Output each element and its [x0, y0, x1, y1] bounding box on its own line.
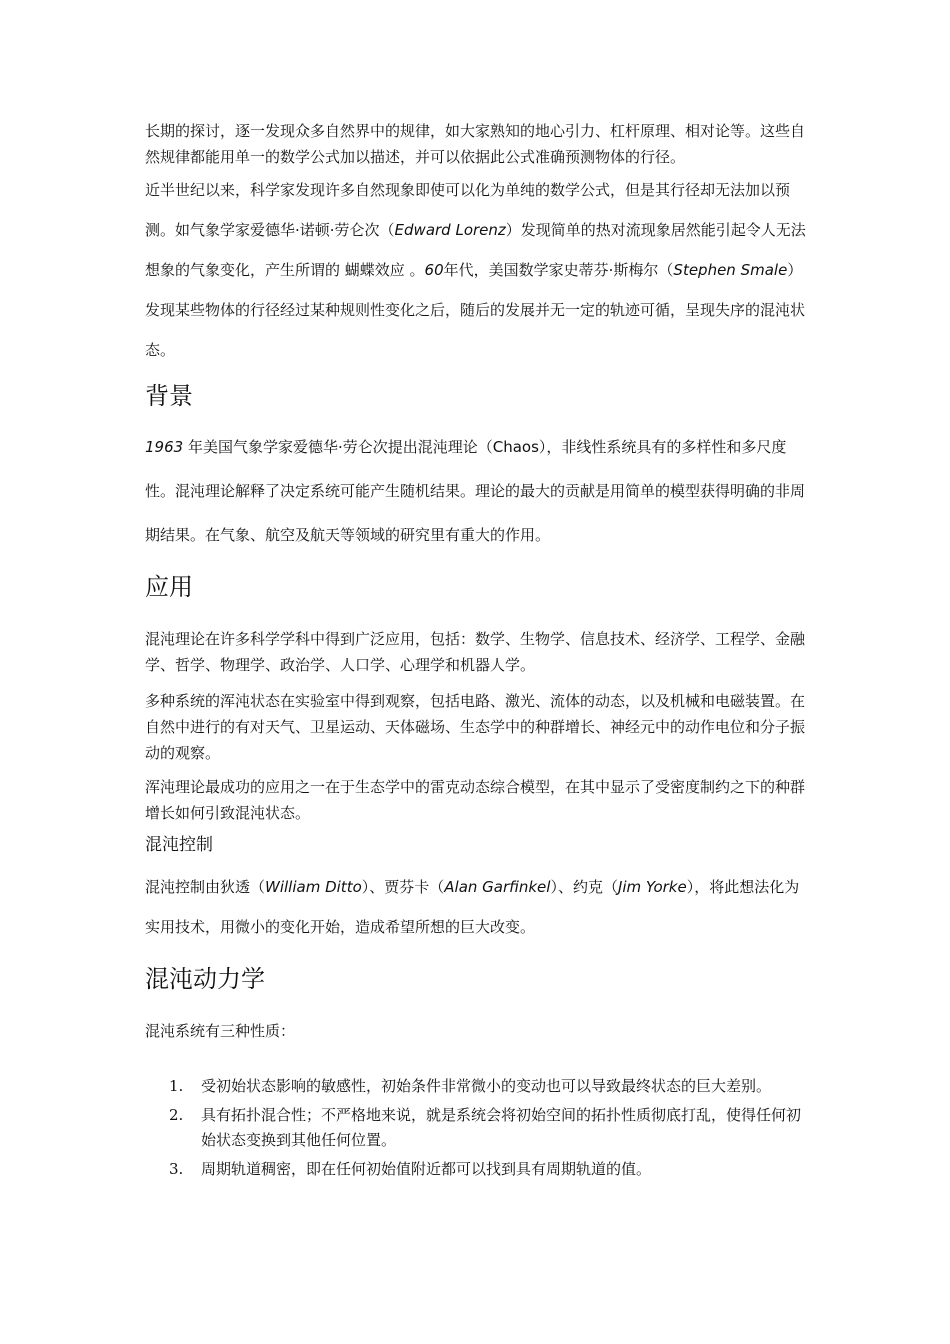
intro-text-a: 近半世纪以来，科学家发现许多自然现象即使可以化为单纯的数学公式，但是其行径却无法加以预测。如气象学家爱德华·诺顿·劳仑次（	[145, 181, 791, 239]
application-paragraph-2: 多种系统的浑沌状态在实验室中得到观察，包括电路、激光、流体的动态，以及机械和电磁装置。在自然中进行的有对天气、卫星运动、天体磁场、生态学中的种群增长、神经元中的动作电位和分子振动的观察。	[145, 692, 806, 762]
background-text-c: 混沌理论解释了决定系统可能产生随机结果。理论的最大的贡献是用简单的模型获得明确的非周期结果。在气象、航空及航天等领域的研究里有重大的作用。	[145, 482, 806, 544]
control-text-e: 将此想法化为实用技术，用微小的变化开始，造成希望所想的巨大改变。	[145, 878, 800, 936]
control-text-d: ），	[686, 878, 710, 896]
properties-list	[145, 1074, 810, 1182]
chaos-term: Chaos	[492, 438, 539, 456]
list-item-number: 2.	[169, 1106, 184, 1124]
intro-text-d: ）发现某些物体的行径经过某种规则性变化之后，随后的发展并无一定的轨迹可循，呈现失序的混沌状态。	[145, 261, 806, 359]
garfinkel-name: Alan Garfinkel	[444, 878, 551, 896]
ditto-name: William Ditto	[265, 878, 362, 896]
intro-text-c: 年代，美国数学家史蒂芬·斯梅尔（	[443, 261, 674, 279]
year-1963: 1963	[145, 438, 184, 456]
sixties-number: 60	[424, 261, 444, 279]
background-text-a: 年美国气象学家爱德华·劳仑次提出混沌理论（	[183, 438, 493, 456]
dynamics-heading: 混沌动力学	[145, 965, 265, 993]
control-heading: 混沌控制	[145, 835, 213, 855]
list-item	[145, 1103, 810, 1153]
background-text-b: ），非线性系统具有的多样性和多尺度性。	[145, 438, 787, 500]
document-page	[145, 118, 810, 1186]
list-item	[145, 1157, 810, 1182]
list-item-number: 3.	[169, 1160, 184, 1178]
intro-text-b: ）发现简单的热对流现象居然能引起令人无法想象的气象变化，产生所谓的 蝴蝶效应 。	[145, 221, 806, 279]
list-item-text: 受初始状态影响的敏感性，初始条件非常微小的变动也可以导致最终状态的巨大差别。	[201, 1077, 772, 1095]
lorenz-name: Edward Lorenz	[394, 221, 506, 239]
control-text-b: ）、贾芬卡（	[361, 878, 445, 896]
dynamics-intro: 混沌系统有三种性质：	[145, 1022, 296, 1040]
intro-paragraph-2	[145, 170, 810, 370]
control-text-a: 混沌控制由狄透（	[145, 878, 266, 896]
smale-name: Stephen Smale	[673, 261, 788, 279]
application-heading: 应用	[145, 573, 193, 601]
yorke-name: Jim Yorke	[617, 878, 687, 896]
list-item-text: 具有拓扑混合性；不严格地来说，就是系统会将初始空间的拓扑性质彻底打乱，使得任何初始状态变换到其他任何位置。	[201, 1106, 802, 1149]
list-item	[145, 1074, 810, 1099]
application-paragraph-3: 浑沌理论最成功的应用之一在于生态学中的雷克动态综合模型，在其中显示了受密度制约之下的种群增长如何引致混沌状态。	[145, 778, 806, 822]
application-paragraph-1: 混沌理论在许多科学学科中得到广泛应用，包括：数学、生物学、信息技术、经济学、工程学、金融学、哲学、物理学、政治学、人口学、心理学和机器人学。	[145, 630, 806, 674]
background-paragraph	[145, 425, 810, 557]
control-text-c: ）、约克（	[550, 878, 618, 896]
list-item-text: 周期轨道稠密，即在任何初始值附近都可以找到具有周期轨道的值。	[201, 1160, 652, 1178]
background-heading: 背景	[145, 382, 193, 410]
intro-paragraph-1: 长期的探讨，逐一发现众多自然界中的规律，如大家熟知的地心引力、杠杆原理、相对论等。这些自然规律都能用单一的数学公式加以描述，并可以依据此公式准确预测物体的行径。	[145, 122, 806, 166]
control-paragraph	[145, 867, 810, 947]
list-item-number: 1.	[169, 1077, 184, 1095]
